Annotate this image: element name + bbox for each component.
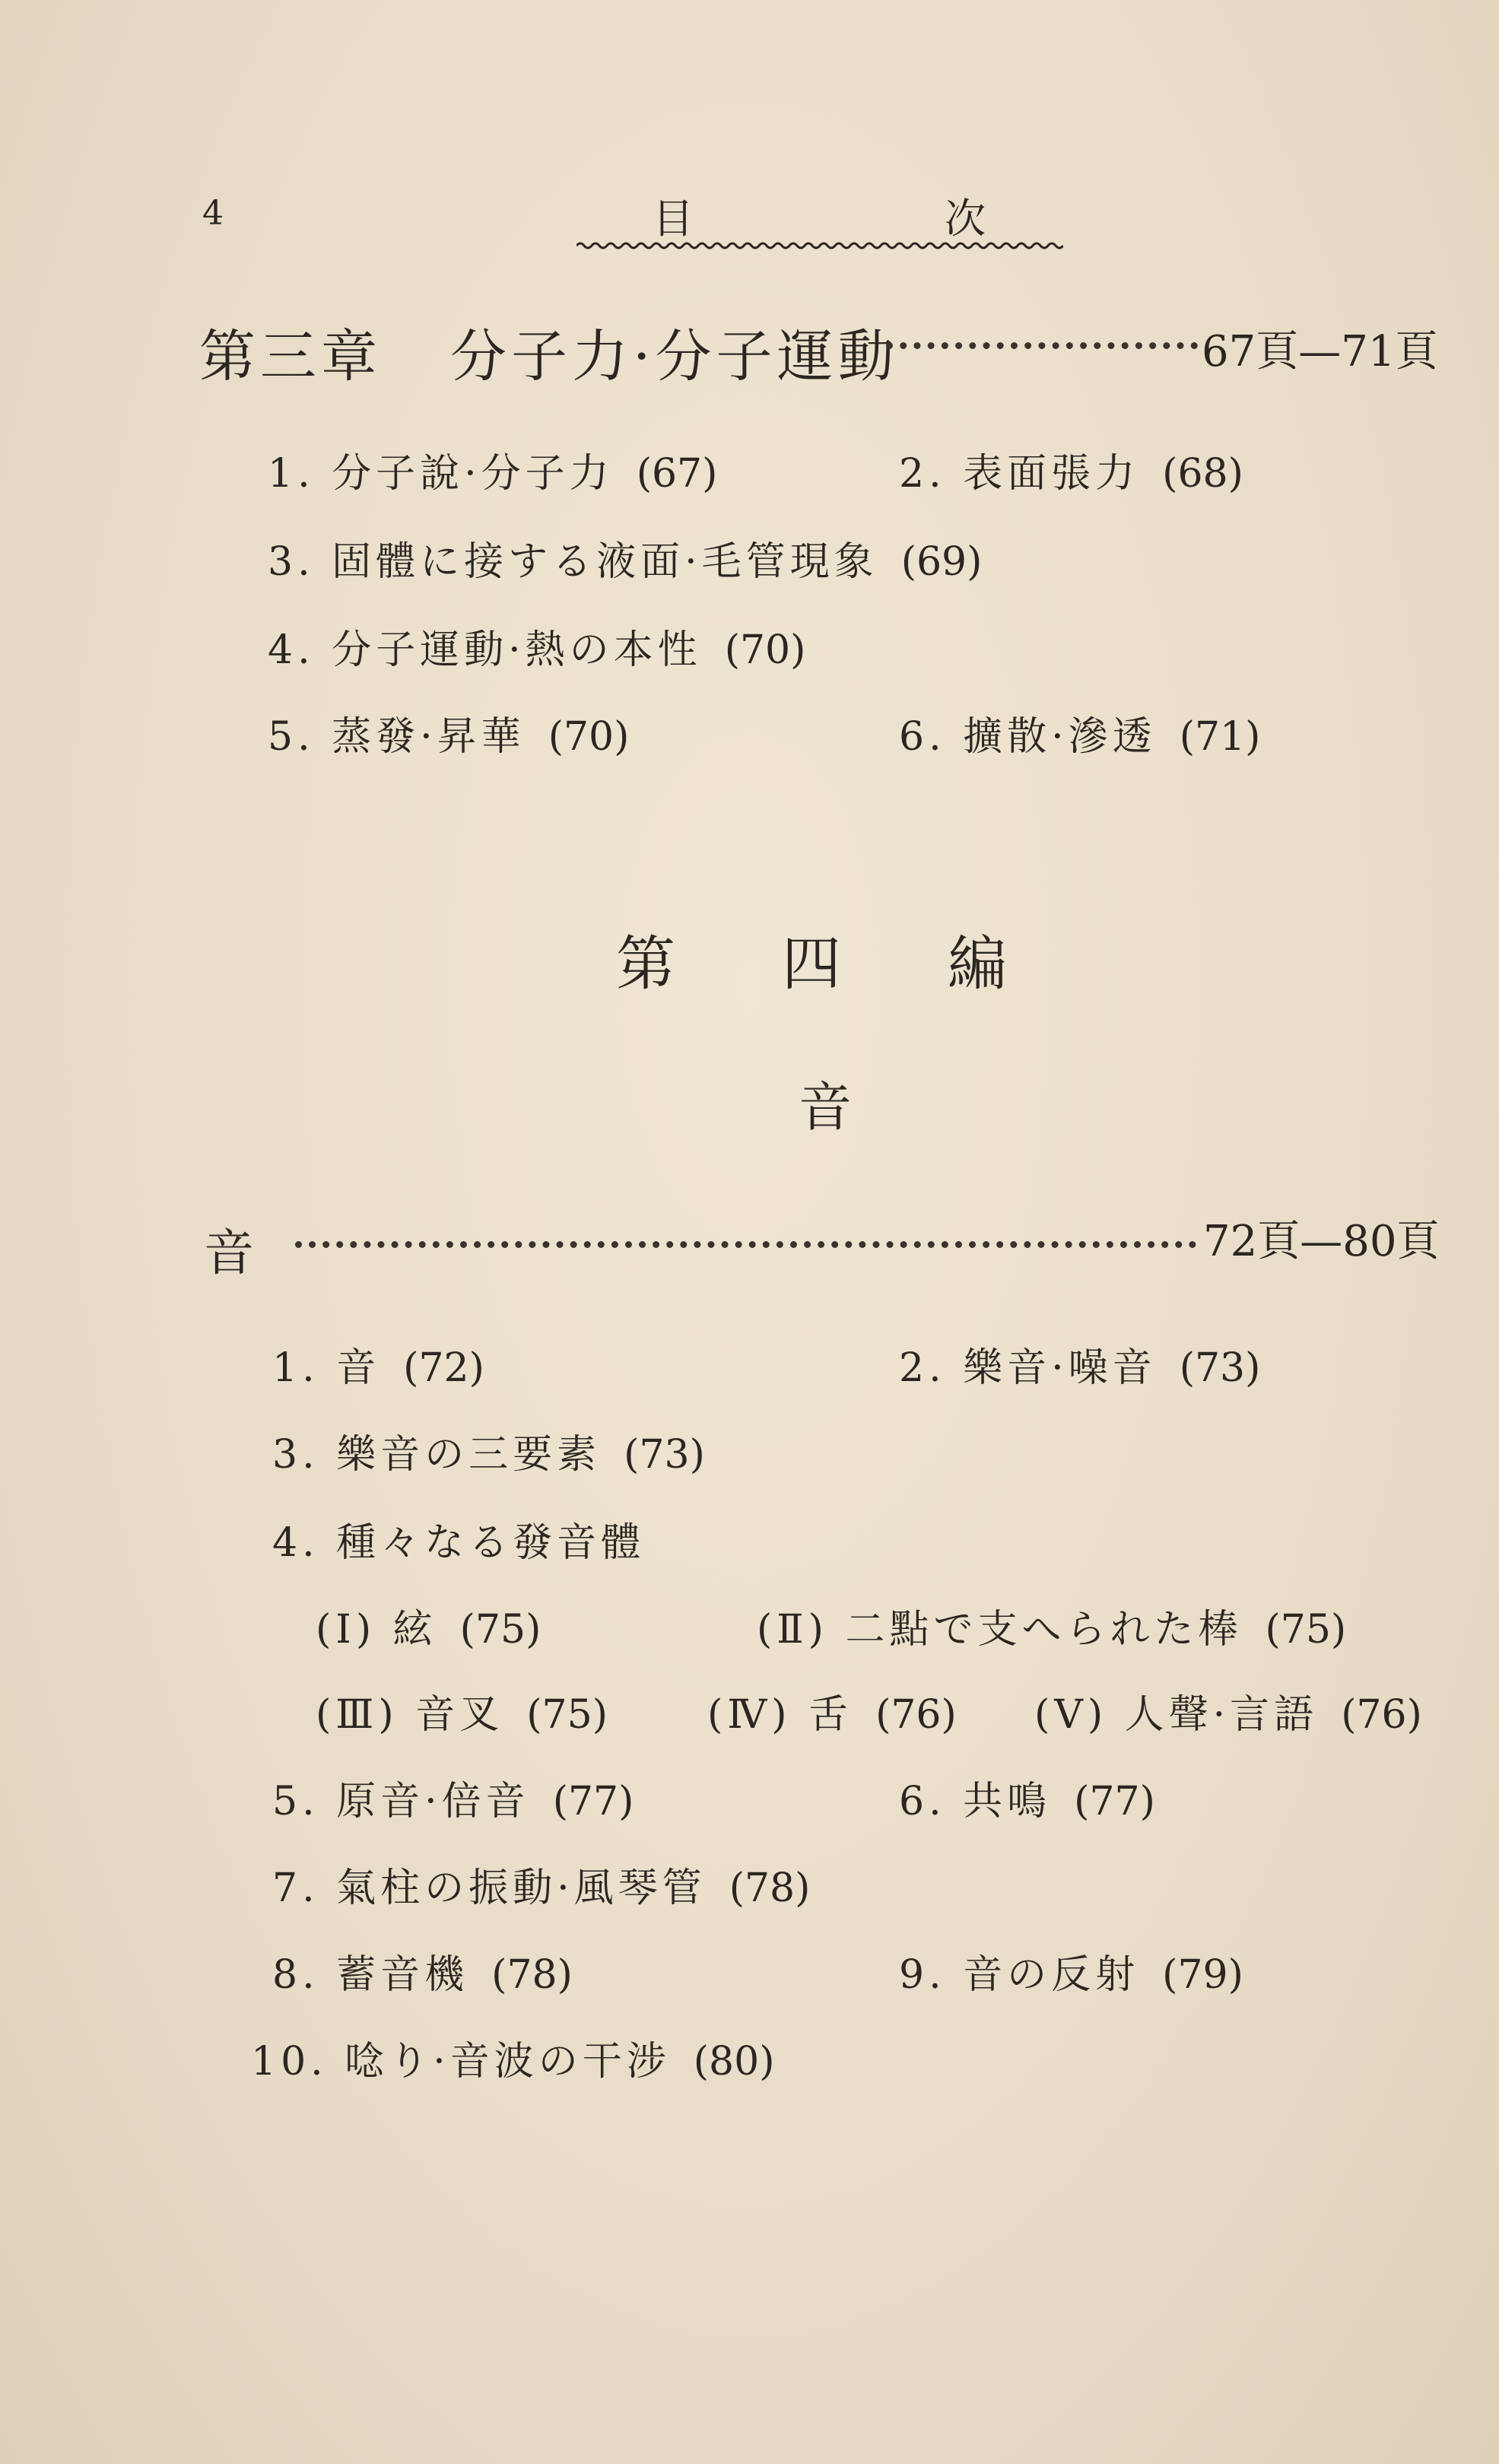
list-item: 4. 種々なる發音體 bbox=[272, 1520, 646, 1566]
chapter-title bbox=[199, 312, 899, 392]
part-subtitle: 音 bbox=[799, 1076, 852, 1138]
part-title: 第四編 bbox=[616, 930, 1114, 999]
list-item: 8. 蓄音機 (78) bbox=[272, 1952, 573, 1998]
list-item: 2. 表面張力 (68) bbox=[899, 451, 1243, 497]
page-number: 4 bbox=[202, 194, 224, 233]
chapter-number: 第三章 bbox=[199, 324, 382, 389]
list-item: 10. 唸り·音波の干涉 (80) bbox=[251, 2039, 775, 2085]
list-item: 7. 氣柱の振動·風琴管 (78) bbox=[272, 1865, 811, 1911]
list-item: (Ⅰ) 絃 (75) bbox=[316, 1607, 541, 1653]
list-item: 5. 原音·倍音 (77) bbox=[272, 1779, 634, 1824]
chapter-page-range: 67頁—71頁 bbox=[1202, 327, 1438, 376]
list-item: 9. 音の反射 (79) bbox=[899, 1952, 1243, 1998]
list-item: 6. 共鳴 (77) bbox=[899, 1779, 1155, 1824]
list-item: 4. 分子運動·熱の本性 (70) bbox=[268, 627, 806, 673]
list-item: (Ⅲ) 音叉 (75) bbox=[316, 1692, 608, 1738]
list-item: 3. 樂音の三要素 (73) bbox=[272, 1432, 705, 1478]
list-item: (Ⅳ) 舌 (76) bbox=[707, 1692, 957, 1738]
list-item: 2. 樂音·噪音 (73) bbox=[899, 1345, 1261, 1391]
list-item: (Ⅱ) 二點で支へられた棒 (75) bbox=[757, 1607, 1347, 1653]
section-page-range: 72頁—80頁 bbox=[1203, 1217, 1440, 1266]
section-title: 音 bbox=[204, 1224, 254, 1282]
leader-dots bbox=[295, 1234, 1196, 1248]
wavy-rule bbox=[576, 240, 1063, 252]
list-item: 1. 分子說·分子力 (67) bbox=[268, 451, 718, 497]
header-title: 目次 bbox=[653, 195, 1237, 243]
list-item: 3. 固體に接する液面·毛管現象 (69) bbox=[268, 539, 983, 585]
list-item: (Ⅴ) 人聲·言語 (76) bbox=[1034, 1692, 1422, 1738]
list-item: 1. 音 (72) bbox=[272, 1345, 484, 1391]
chapter-name: 分子力·分子運動 bbox=[450, 324, 899, 389]
list-item: 6. 擴散·滲透 (71) bbox=[899, 714, 1261, 760]
list-item: 5. 蒸發·昇華 (70) bbox=[268, 714, 630, 760]
leader-dots bbox=[886, 335, 1198, 349]
